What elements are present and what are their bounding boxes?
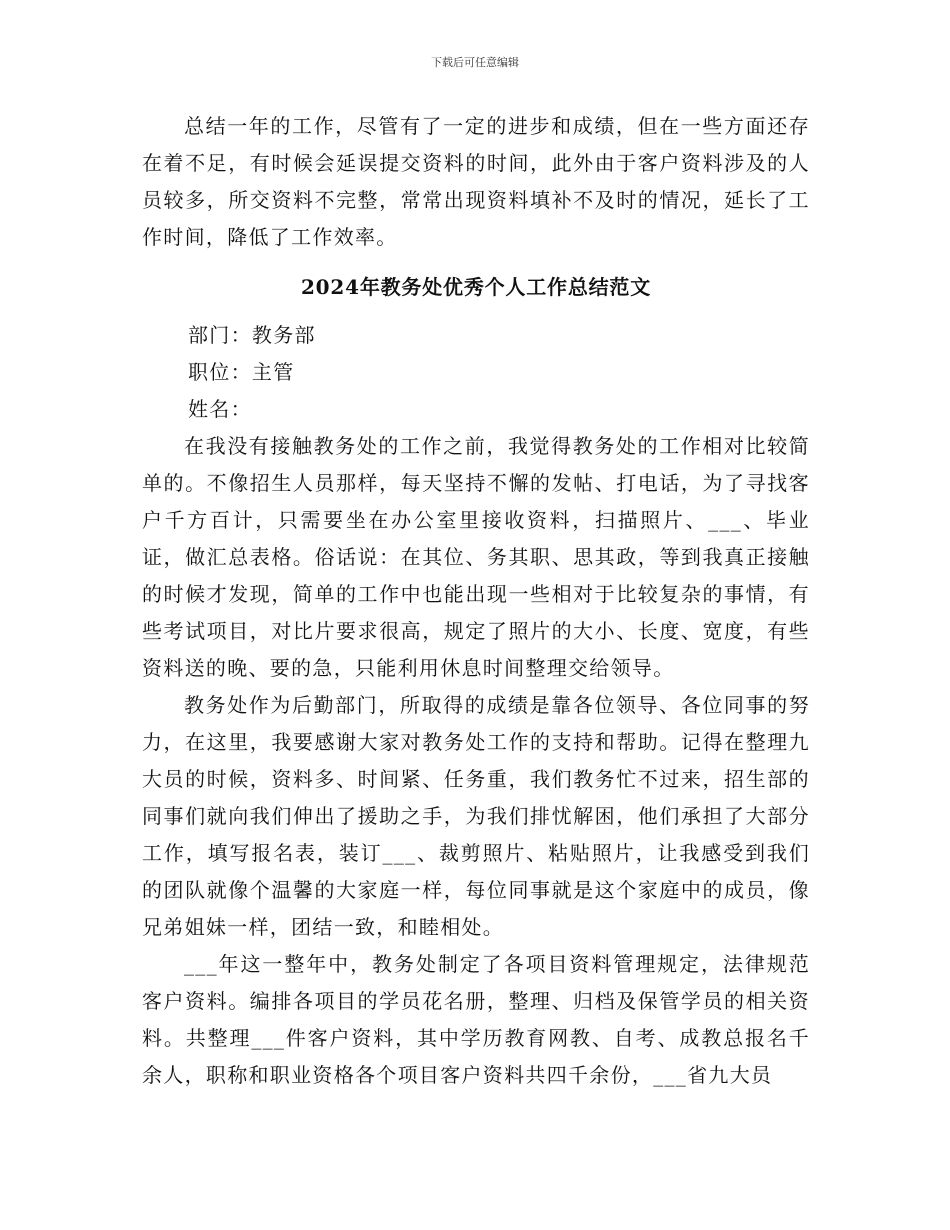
intro-paragraph: 总结一年的工作，尽管有了一定的进步和成绩，但在一些方面还存在着不足，有时候会延误提交资料的时间，此外由于客户资料涉及的人员较多，所交资料不完整，常常出现资料填补不及时的情况，延长了工作时间，降低了工作效率。	[142, 114, 810, 249]
meta-department: 部门：教务部	[188, 323, 316, 347]
body-paragraph-3: ___年这一整年中，教务处制定了各项目资料管理规定，法律规范客户资料。编排各项目的学员花名册，整理、归档及保管学员的相关资料。共整理___件客户资料，其中学历教育网教、自考、成教总报名千余人，职称和职业资格各个项目客户资料共四千余份，___省九大员	[142, 952, 810, 1087]
meta-name: 姓名：	[188, 397, 252, 421]
meta-position: 职位：主管	[188, 360, 295, 384]
header-note: 下载后可任意编辑	[431, 56, 519, 69]
body-paragraph-1: 在我没有接触教务处的工作之前，我觉得教务处的工作相对比较简单的。不像招生人员那样，每天坚持不懈的发帖、打电话，为了寻找客户千方百计，只需要坐在办公室里接收资料，扫描照片、___、毕业证，做汇总表格。俗话说：在其位、务其职、思其政，等到我真正接触的时候才发现，简单的工作中也能出现一些相对于比较复杂的事情，有些考试项目，对比片要求很高，规定了照片的大小、长度、宽度，有些资料送的晚、要的急，只能利用休息时间整理交给领导。	[142, 434, 810, 680]
document-body	[142, 108, 810, 1094]
document-title: 2024年教务处优秀个人工作总结范文	[300, 275, 652, 299]
body-paragraph-2: 教务处作为后勤部门，所取得的成绩是靠各位领导、各位同事的努力，在这里，我要感谢大家对教务处工作的支持和帮助。记得在整理九大员的时候，资料多、时间紧、任务重，我们教务忙不过来，招生部的同事们就向我们伸出了援助之手，为我们排忧解困，他们承担了大部分工作，填写报名表，装订___、裁剪照片、粘贴照片，让我感受到我们的团队就像个温馨的大家庭一样，每位同事就是这个家庭中的成员，像兄弟姐妹一样，团结一致，和睦相处。	[142, 693, 810, 939]
